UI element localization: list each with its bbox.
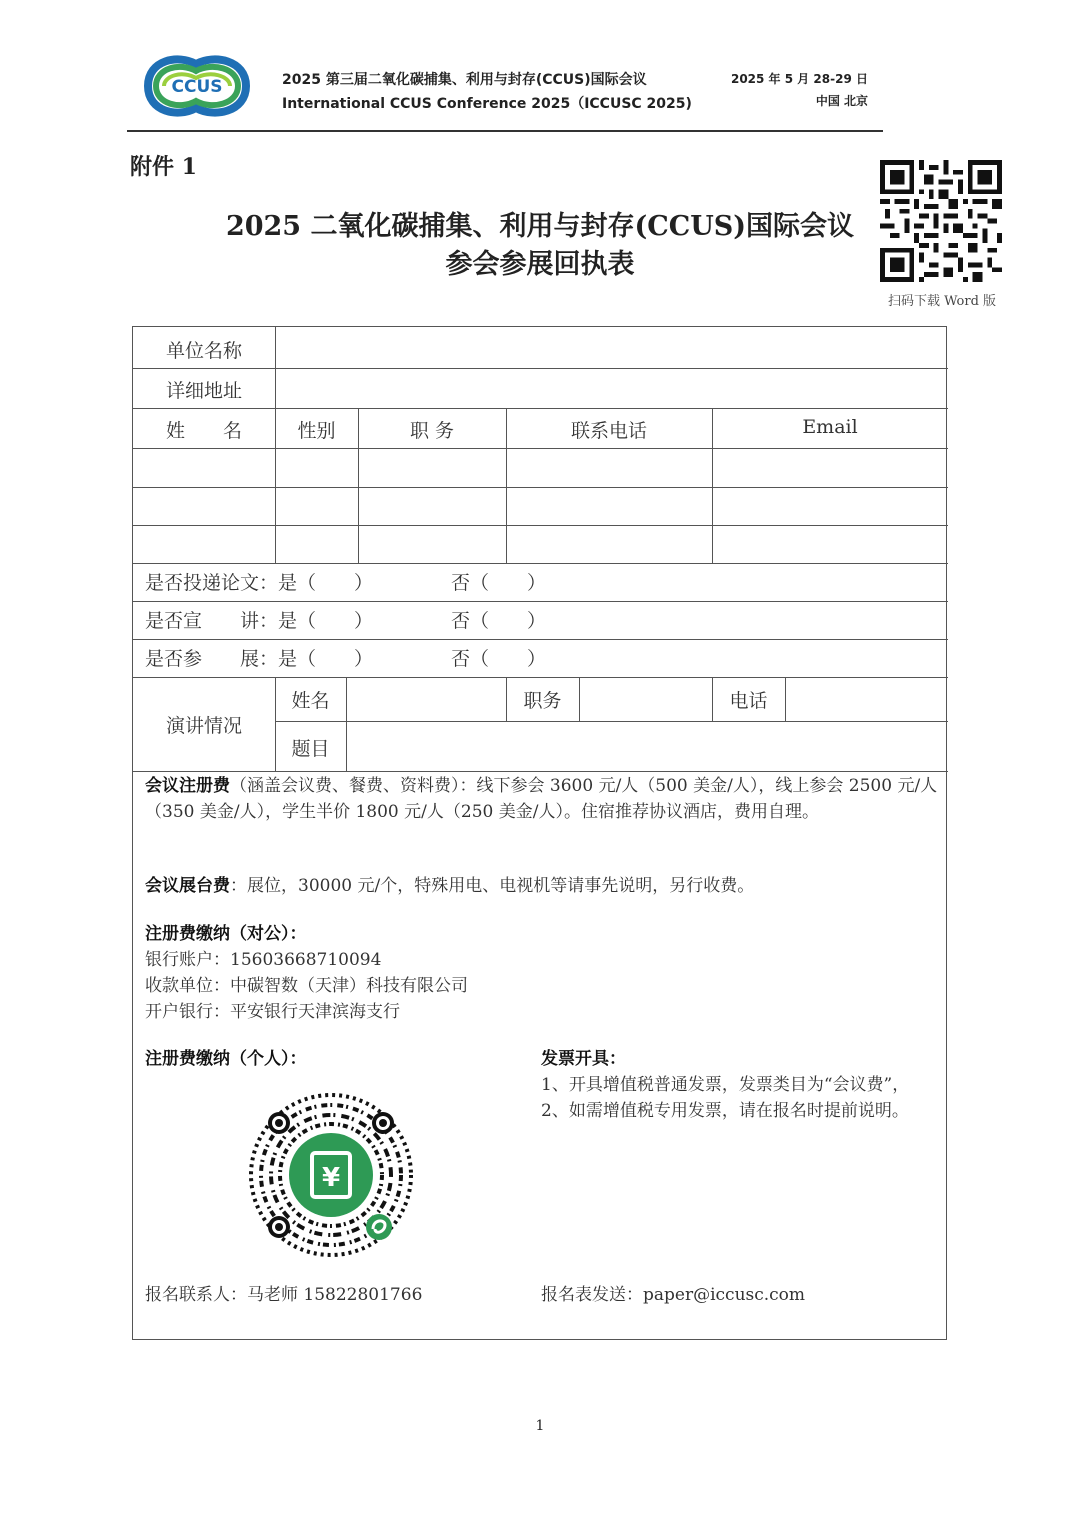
speech-name-label: 姓名	[291, 690, 330, 712]
speech-position-label: 职务	[523, 690, 562, 712]
question-exhibit	[145, 644, 373, 671]
document-title-line1: 2025 二氧化碳捕集、利用与封存(CCUS)国际会议	[225, 211, 855, 242]
payment-mini-program-code[interactable]	[245, 1089, 417, 1261]
col-line	[579, 677, 580, 721]
registration-fee	[145, 773, 940, 825]
header-location: 中国 北京	[815, 94, 868, 108]
col-line	[346, 677, 347, 771]
send-form-email: 报名表发送：paper@iccusc.com	[541, 1285, 806, 1305]
row-line	[133, 563, 948, 564]
booth-fee	[145, 873, 940, 899]
col-header-email: Email	[802, 416, 858, 438]
address-label: 详细地址	[165, 380, 242, 402]
corporate-payment-title: 注册费缴纳（对公）：	[145, 924, 307, 944]
row-line	[275, 721, 948, 722]
question-speech	[145, 606, 373, 633]
registration-form	[132, 326, 947, 1340]
question-paper-no[interactable]: 否（ ）	[451, 572, 547, 594]
header-date: 2025 年 5 月 28-29 日	[730, 72, 868, 86]
col-header-name: 姓 名	[165, 420, 242, 442]
unit-name-label: 单位名称	[165, 340, 242, 362]
speech-topic-label: 题目	[291, 738, 330, 760]
col-header-gender: 性别	[297, 420, 336, 442]
header-divider	[127, 130, 883, 132]
row-line	[133, 408, 948, 409]
invoice-section	[541, 1046, 911, 1124]
booth-fee-title: 会议展台费	[145, 876, 230, 896]
document-title	[200, 208, 880, 284]
question-paper	[145, 568, 373, 595]
invoice-item-2: 2、如需增值税专用发票，请在报名时提前说明。	[541, 1101, 909, 1121]
yuan-icon: ¥	[321, 1163, 341, 1193]
question-exhibit-label: 是否参 展：	[145, 648, 279, 670]
address-field[interactable]	[276, 369, 948, 408]
qr-code-word-download[interactable]	[880, 160, 1002, 282]
invoice-item-1: 1、开具增值税普通发票，发票类目为“会议费”，	[541, 1075, 910, 1095]
row-line	[133, 771, 948, 772]
row-line	[133, 639, 948, 640]
personal-payment-title-text: 注册费缴纳（个人）：	[145, 1049, 307, 1069]
row-line	[133, 487, 948, 488]
contact-person: 报名联系人：马老师 15822801766	[145, 1285, 423, 1305]
payee: 收款单位：中碳智数（天津）科技有限公司	[145, 976, 468, 996]
col-header-phone: 联系电话	[570, 420, 647, 442]
corporate-payment	[145, 921, 940, 1025]
row-line	[133, 448, 948, 449]
registration-fee-text: （涵盖会议费、餐费、资料费）：线下参会 3600 元/人（500 美金/人），线上参会 2500 元/人（350 美金/人），学生半价 1800 元/人（250 美金/人）。住宿推荐协议酒店，费用自理。	[145, 776, 938, 822]
question-speech-no[interactable]: 否（ ）	[451, 610, 547, 632]
question-paper-yes[interactable]: 是（ ）	[278, 572, 374, 594]
question-speech-label: 是否宣 讲：	[145, 610, 279, 632]
question-exhibit-no[interactable]: 否（ ）	[451, 648, 547, 670]
question-exhibit-yes[interactable]: 是（ ）	[278, 648, 374, 670]
bank-name: 开户银行：平安银行天津滨海支行	[145, 1002, 400, 1022]
col-line	[785, 677, 786, 721]
unit-name-field[interactable]	[276, 327, 948, 368]
logo-text: CCUS	[171, 77, 223, 97]
speech-label: 演讲情况	[165, 715, 242, 737]
header-date-block	[731, 68, 868, 112]
header-title-en: International CCUS Conference 2025（ICCUSC 2025)	[282, 96, 692, 112]
qr-caption: 扫码下载 Word 版	[887, 294, 997, 309]
header-title	[282, 68, 692, 116]
header-title-cn: 2025 第三届二氧化碳捕集、利用与封存(CCUS)国际会议	[282, 72, 647, 88]
row-line	[133, 677, 948, 678]
row-line	[133, 525, 948, 526]
bank-account: 银行账户：15603668710094	[145, 950, 382, 970]
registration-fee-title: 会议注册费	[145, 776, 230, 796]
col-header-position: 职 务	[409, 420, 455, 442]
question-speech-yes[interactable]: 是（ ）	[278, 610, 374, 632]
question-paper-label: 是否投递论文：	[145, 572, 279, 594]
speech-phone-label: 电话	[729, 690, 768, 712]
row-line	[133, 601, 948, 602]
attachment-label: 附件 1	[130, 154, 197, 180]
booth-fee-text: ：展位，30000 元/个，特殊用电、电视机等请事先说明，另行收费。	[230, 876, 755, 896]
ccus-logo	[138, 50, 256, 122]
document-title-line2: 参会参展回执表	[445, 249, 635, 280]
invoice-title: 发票开具：	[541, 1049, 626, 1069]
personal-payment-title	[145, 1046, 505, 1072]
page-number: 1	[535, 1418, 545, 1434]
